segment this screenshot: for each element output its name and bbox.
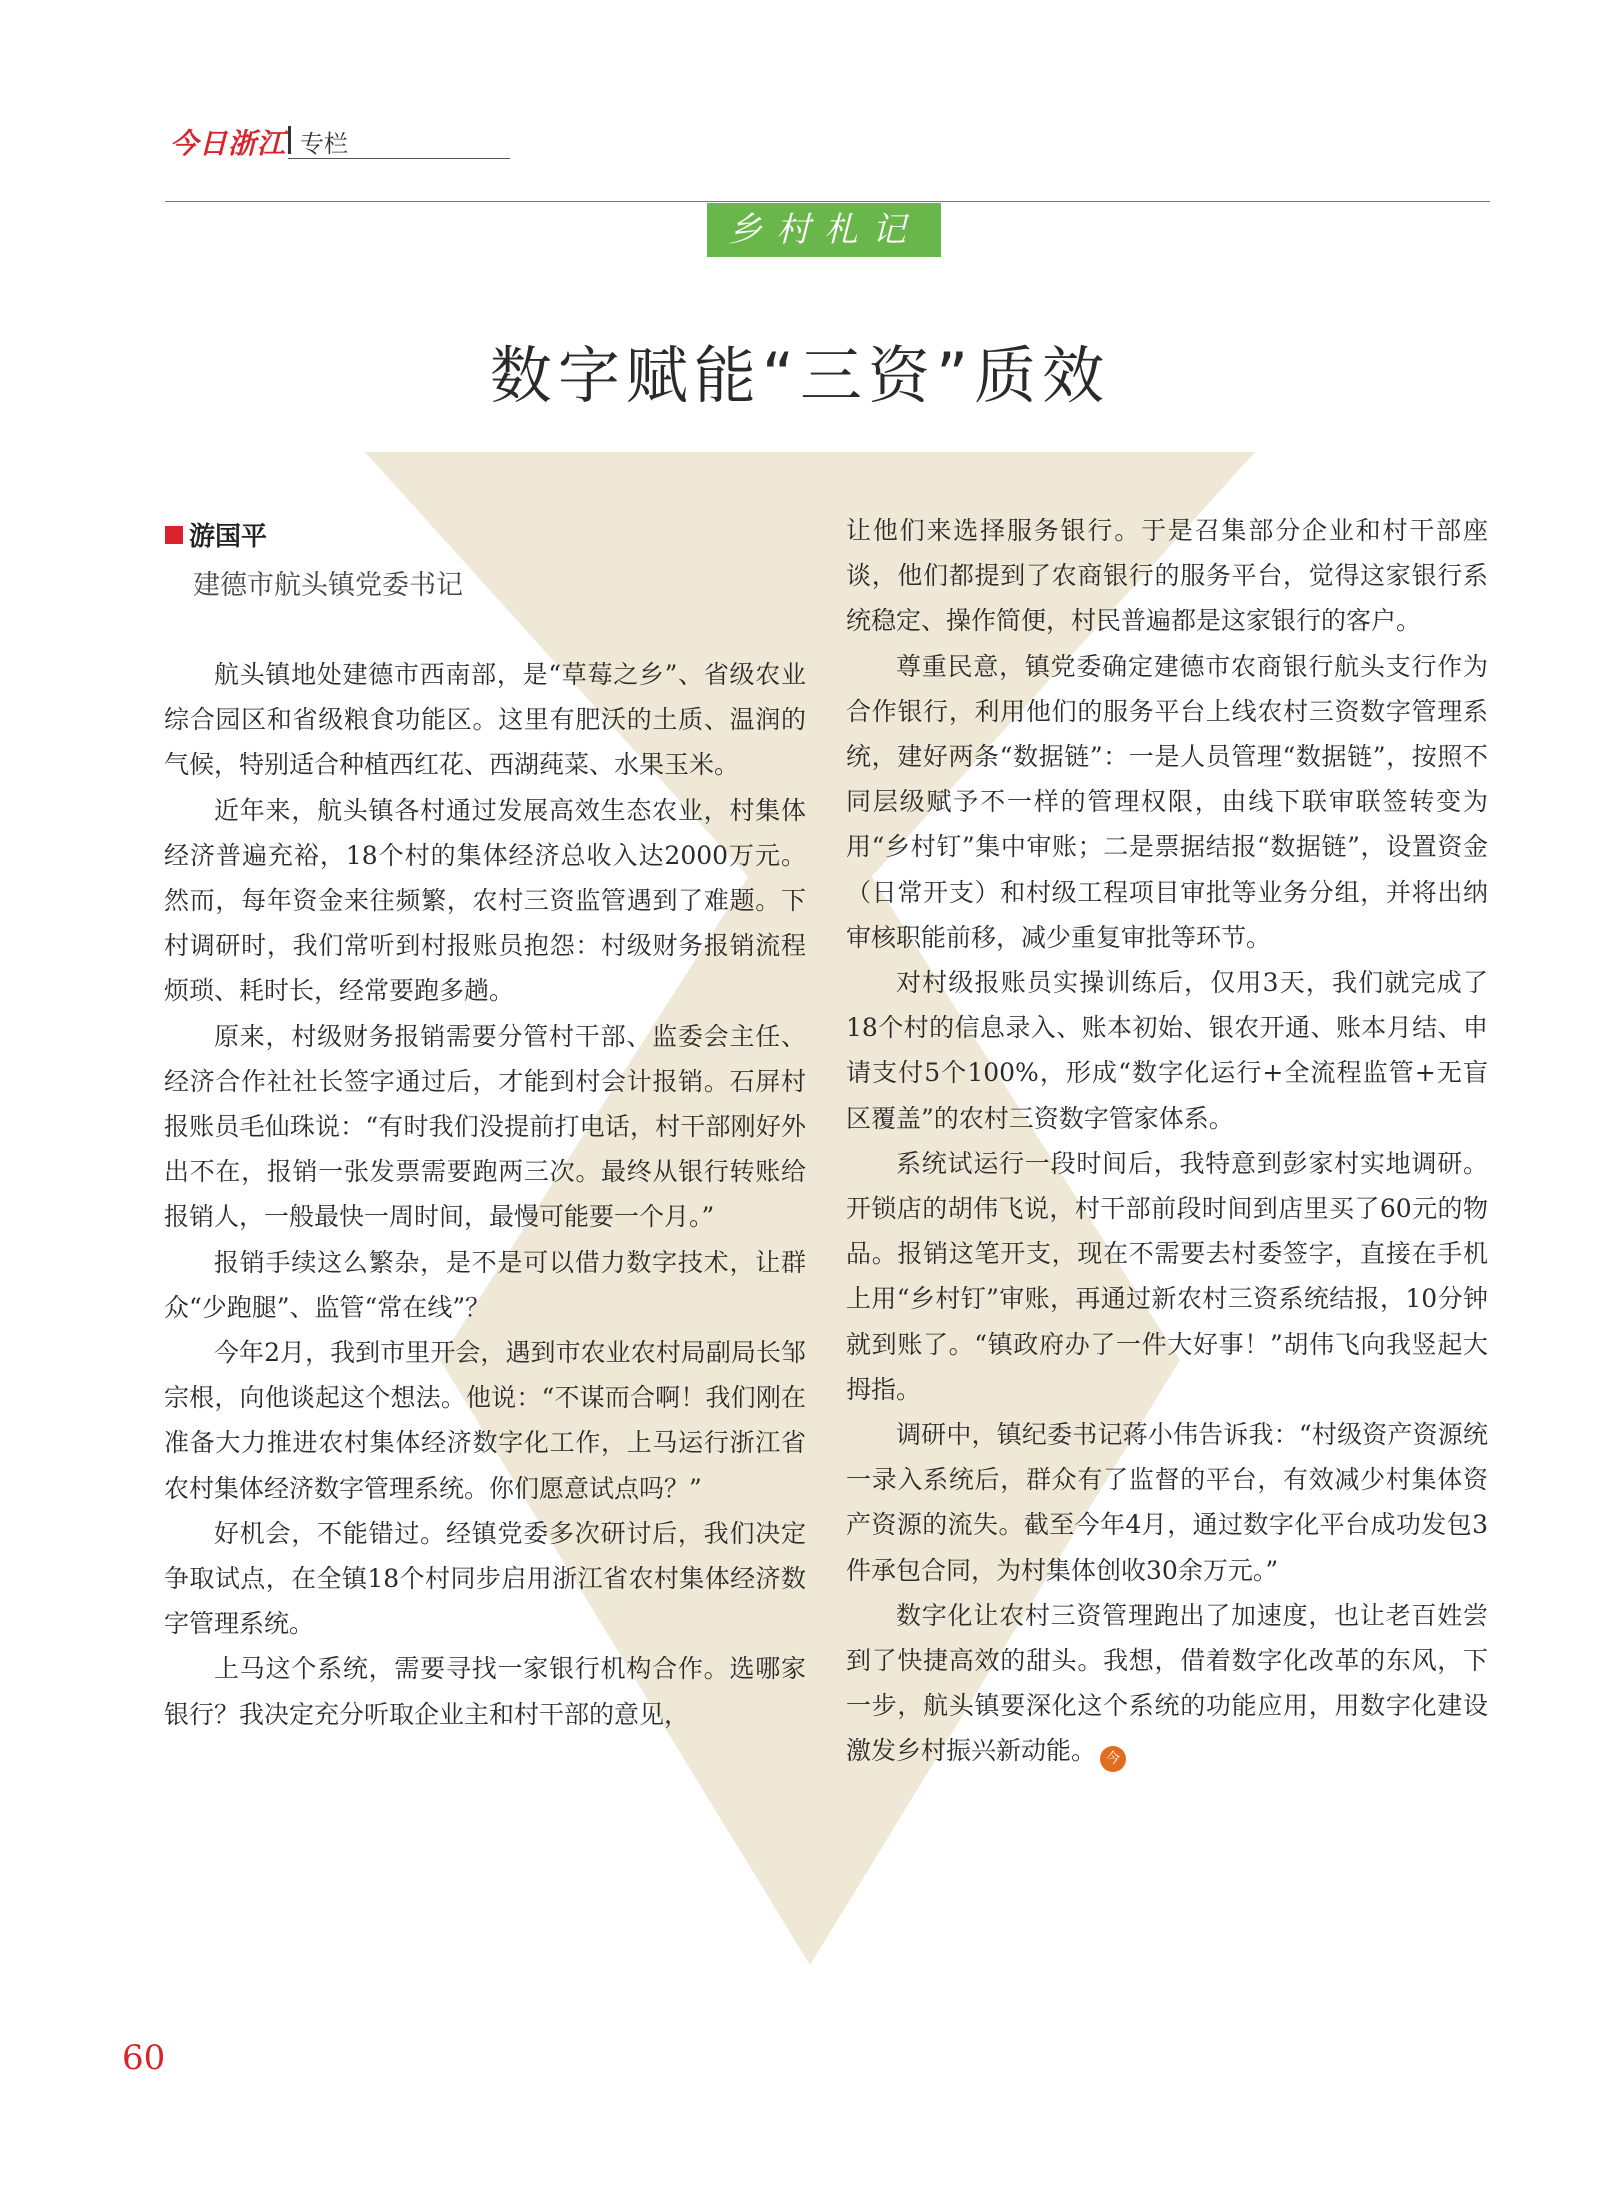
page-number: 60 [122, 2038, 166, 2078]
right-column [846, 508, 1488, 1774]
header-divider [288, 126, 291, 154]
article-title: 数字赋能“三资”质效 [489, 339, 1111, 412]
paragraph: 调研中，镇纪委书记蒋小伟告诉我：“村级资产资源统一录入系统后，群众有了监督的平台，有效减少村集体资产资源的流失。截至今年4月，通过数字化平台成功发包3件承包合同，为村集体创收30余万元。” [846, 1420, 1488, 1585]
author-name: 游国平 [189, 522, 268, 552]
paragraph: 好机会，不能错过。经镇党委多次研讨后，我们决定争取试点，在全镇18个村同步启用浙江省农村集体经济数字管理系统。 [164, 1518, 806, 1639]
author-name-line [165, 516, 463, 553]
left-column [164, 652, 806, 1737]
magazine-logo: 今日浙江 [170, 127, 287, 160]
end-mark-icon: 今 [1100, 1746, 1126, 1772]
column-label: 专栏 [300, 130, 348, 158]
final-paragraph-text: 数字化让农村三资管理跑出了加速度，也让老百姓尝到了快捷高效的甜头。我想，借着数字化改革的东风，下一步，航头镇要深化这个系统的功能应用，用数字化建设激发乡村振兴新动能。 [846, 1600, 1488, 1766]
section-tag: 乡村札记 [707, 203, 941, 257]
paragraph: 近年来，航头镇各村通过发展高效生态农业，村集体经济普遍充裕，18个村的集体经济总收入达2000万元。然而，每年资金来往频繁，农村三资监管遇到了难题。下村调研时，我们常听到村报账员抱怨：村级财务报销流程烦琐、耗时长，经常要跑多趟。 [164, 795, 806, 1006]
top-rule [165, 201, 1490, 202]
paragraph: 上马这个系统，需要寻找一家银行机构合作。选哪家银行？我决定充分听取企业主和村干部的意见， [164, 1654, 806, 1729]
paragraph-continuation: 让他们来选择服务银行。于是召集部分企业和村干部座谈，他们都提到了农商银行的服务平台，觉得这家银行系统稳定、操作简便，村民普遍都是这家银行的客户。 [846, 516, 1488, 636]
byline [165, 516, 463, 602]
paragraph: 今年2月，我到市里开会，遇到市农业农村局副局长邹宗根，向他谈起这个想法。他说：“不谋而合啊！我们刚在准备大力推进农村集体经济数字化工作，上马运行浙江省农村集体经济数字管理系统。你们愿意试点吗？” [164, 1338, 806, 1503]
paragraph: 报销手续这么繁杂，是不是可以借力数字技术，让群众“少跑腿”、监管“常在线”？ [164, 1247, 806, 1322]
header-underline [288, 158, 510, 159]
paragraph: 系统试运行一段时间后，我特意到彭家村实地调研。开锁店的胡伟飞说，村干部前段时间到店里买了60元的物品。报销这笔开支，现在不需要去村委签字，直接在手机上用“乡村钉”审账，再通过新农村三资系统结报，10分钟就到账了。“镇政府办了一件大好事！”胡伟飞向我竖起大拇指。 [846, 1148, 1488, 1404]
paragraph: 航头镇地处建德市西南部，是“草莓之乡”、省级农业综合园区和省级粮食功能区。这里有肥沃的土质、温润的气候，特别适合种植西红花、西湖莼菜、水果玉米。 [164, 660, 806, 780]
author-marker [165, 526, 183, 544]
paragraph: 原来，村级财务报销需要分管村干部、监委会主任、经济合作社社长签字通过后，才能到村会计报销。石屏村报账员毛仙珠说：“有时我们没提前打电话，村干部刚好外出不在，报销一张发票需要跑两三次。最终从银行转账给报销人，一般最快一周时间，最慢可能要一个月。” [164, 1021, 806, 1232]
final-paragraph [846, 1593, 1488, 1774]
paragraph: 尊重民意，镇党委确定建德市农商银行航头支行作为合作银行，利用他们的服务平台上线农村三资数字管理系统，建好两条“数据链”：一是人员管理“数据链”，按照不同层级赋予不一样的管理权限，由线下联审联签转变为用“乡村钉”集中审账；二是票据结报“数据链”，设置资金（日常开支）和村级工程项目审批等业务分组，并将出纳审核职能前移，减少重复审批等环节。 [846, 651, 1488, 952]
author-title: 建德市航头镇党委书记 [193, 570, 463, 601]
paragraph: 对村级报账员实操训练后，仅用3天，我们就完成了18个村的信息录入、账本初始、银农开通、账本月结、申请支付5个100%，形成“数字化运行+全流程监管+无盲区覆盖”的农村三资数字管家体系。 [846, 968, 1488, 1133]
